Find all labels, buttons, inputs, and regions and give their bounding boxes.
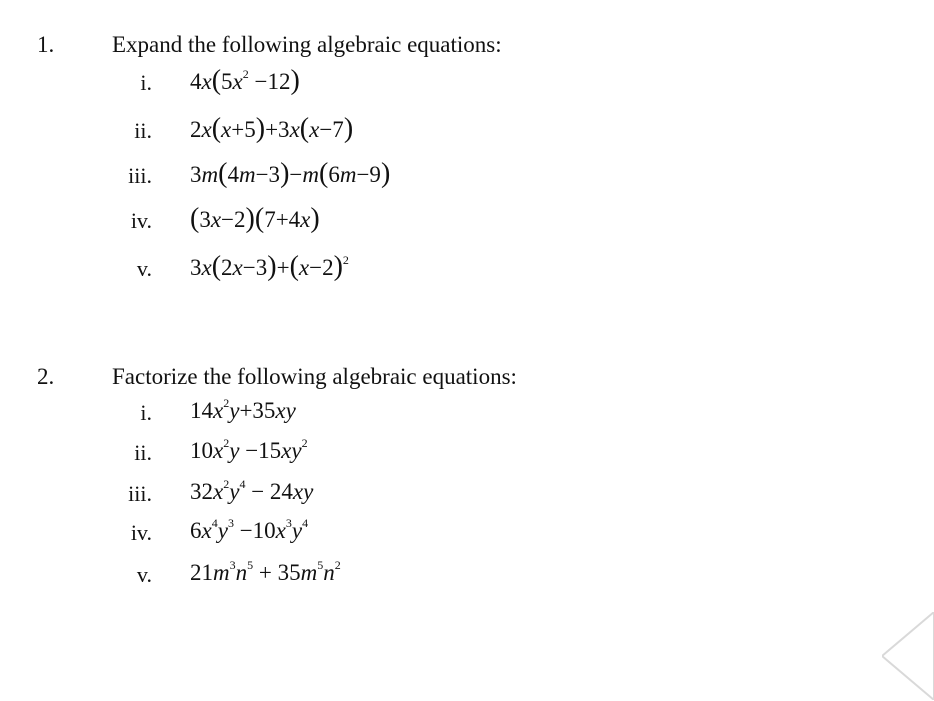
item-numeral: v.	[136, 562, 152, 587]
item-numeral: ii.	[134, 118, 152, 143]
question-2-item-3	[0, 475, 934, 511]
expression: $21m^3n^5 + 35m^5n^2$	[190, 558, 341, 585]
expression: (3x−2)(7+4x)	[190, 203, 320, 234]
item-numeral: v.	[136, 256, 152, 281]
expression: $10x^2y -15xy^2$	[190, 436, 308, 463]
question-1-number: 1.	[37, 32, 55, 57]
expression: $32x^2y^4 - 24xy$	[190, 477, 314, 504]
item-numeral: i.	[140, 400, 152, 425]
question-1-title: Expand the following algebraic equations:	[112, 32, 502, 57]
question-2-item-5	[0, 556, 934, 592]
question-2-item-4	[0, 514, 934, 550]
item-numeral: ii.	[134, 440, 152, 465]
question-1-item-3	[0, 157, 934, 193]
question-2-item-1	[0, 394, 934, 430]
question-2-title: Factorize the following algebraic equations:	[112, 364, 517, 389]
item-numeral: iii.	[128, 163, 152, 188]
item-numeral: iii.	[128, 481, 152, 506]
chevron-left-icon[interactable]	[882, 612, 934, 700]
question-1-item-4	[0, 202, 934, 238]
item-numeral: iv.	[130, 520, 152, 545]
question-1-item-1	[0, 64, 934, 100]
expression: $4x(5x^2 -12)$	[190, 65, 300, 96]
item-numeral: i.	[140, 70, 152, 95]
expression: 3m(4m−3)−m(6m−9)	[190, 158, 391, 189]
question-1-item-2	[0, 112, 934, 148]
expression: $6x^4y^3 -10x^3y^4$	[190, 516, 309, 543]
question-1-item-5	[0, 250, 934, 286]
item-numeral: iv.	[130, 208, 152, 233]
question-2-item-2	[0, 434, 934, 470]
expression: 2x(x+5)+3x(x−7)	[190, 113, 354, 144]
expression: $3x(2x-3)+(x-2)^2$	[190, 251, 349, 282]
expression: $14x^2y+35xy$	[190, 396, 296, 423]
question-2-number: 2.	[37, 364, 55, 389]
